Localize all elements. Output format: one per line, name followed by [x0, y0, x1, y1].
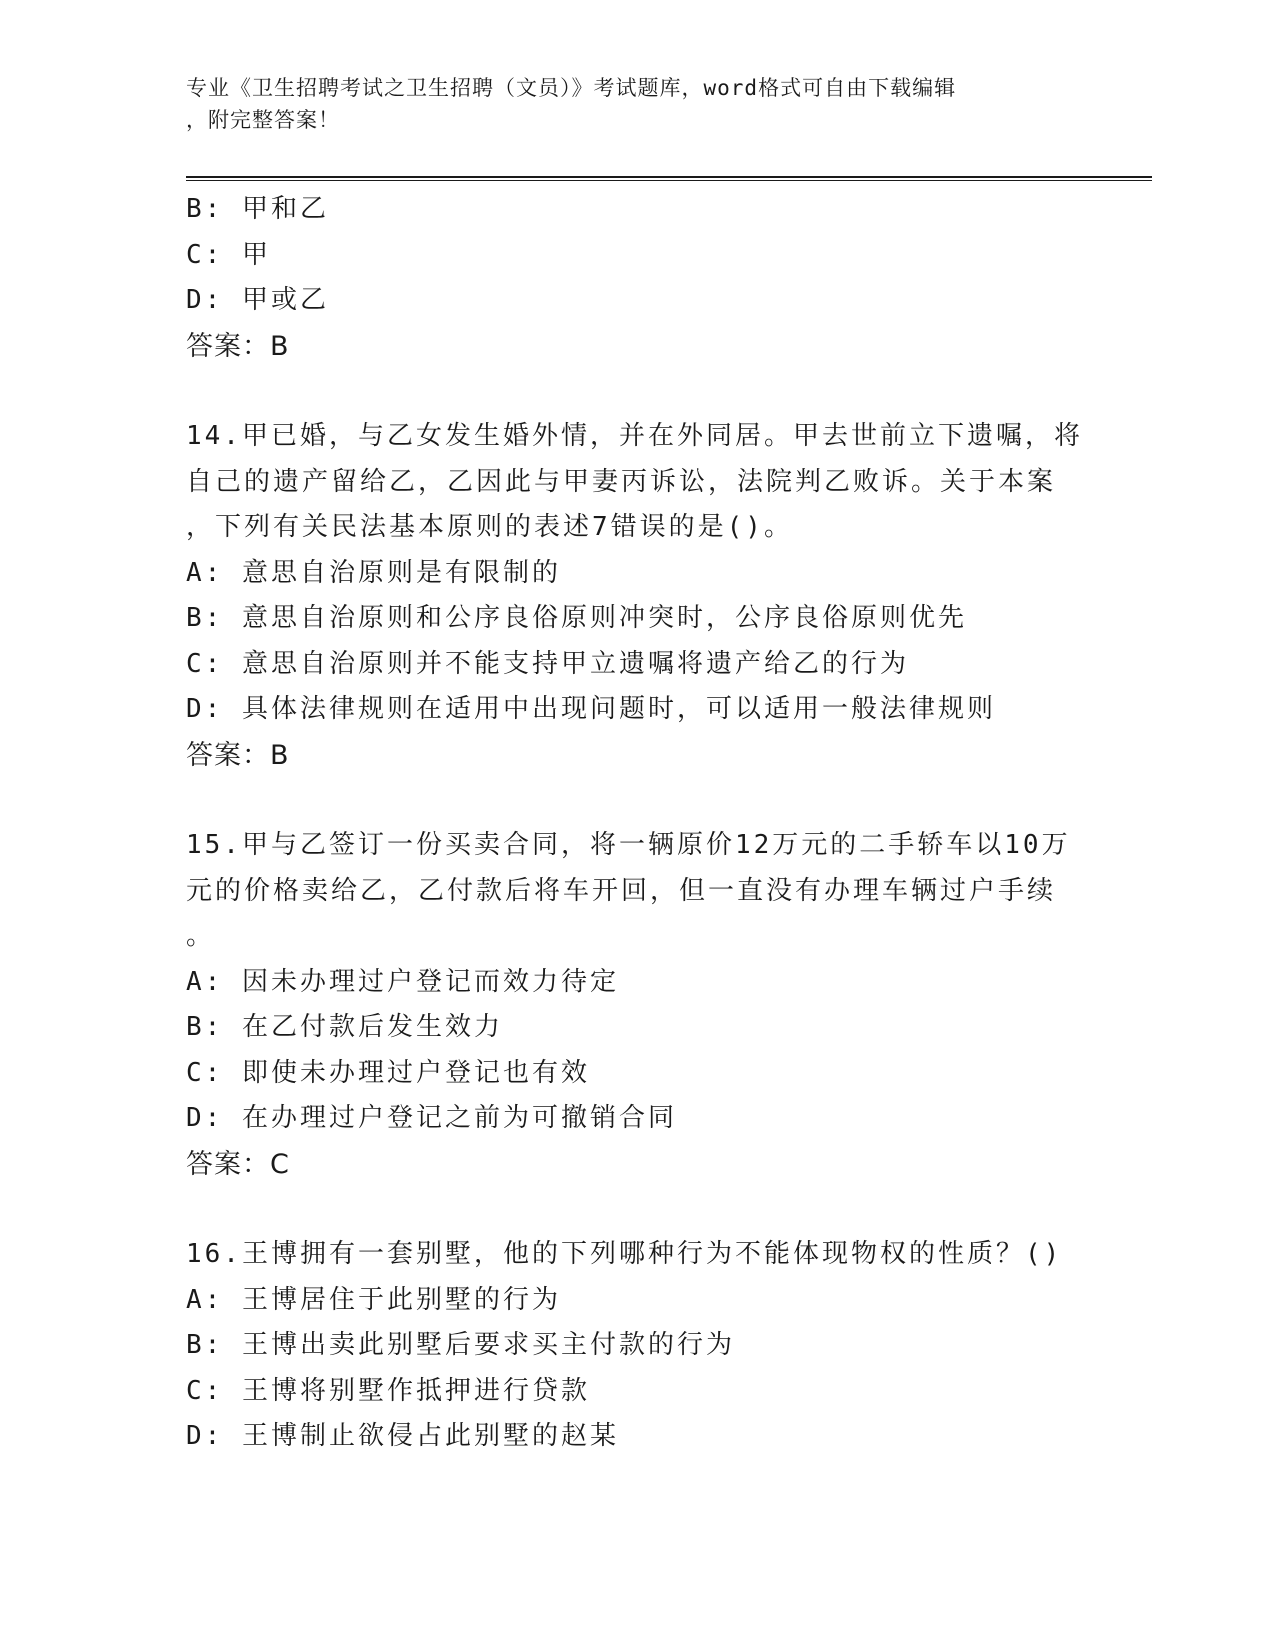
answer: 答案：B: [186, 330, 290, 362]
document-header: [186, 72, 1066, 136]
question-stem-line: 。: [186, 921, 216, 951]
option-d: D: 甲或乙: [186, 285, 329, 315]
question-stem-line: 元的价格卖给乙，乙付款后将车开回，但一直没有办理车辆过户手续: [186, 875, 1057, 906]
option-b: B: 在乙付款后发生效力: [186, 1012, 503, 1042]
question-14: [186, 414, 1086, 778]
question-16: [186, 1232, 1086, 1460]
header-line-1: 专业《卫生招聘考试之卫生招聘（文员）》考试题库，word格式可自由下载编辑: [186, 76, 957, 100]
header-divider: [186, 176, 1152, 181]
option-a: A: 王博居住于此别墅的行为: [186, 1284, 561, 1315]
answer: 答案：B: [186, 739, 290, 771]
question-list: [186, 187, 1086, 1460]
question-stem-line: ，下列有关民法基本原则的表述7错误的是()。: [186, 512, 793, 542]
option-b: B: 意思自治原则和公序良俗原则冲突时，公序良俗原则优先: [186, 603, 967, 633]
option-d: D: 在办理过户登记之前为可撤销合同: [186, 1103, 677, 1133]
option-c: C: 即使未办理过户登记也有效: [186, 1057, 590, 1088]
question-spacer: [186, 778, 1086, 823]
option-d: D: 王博制止欲侵占此别墅的赵某: [186, 1421, 619, 1451]
option-a: A: 因未办理过户登记而效力待定: [186, 966, 619, 997]
question-stem-line: 14.甲已婚，与乙女发生婚外情，并在外同居。甲去世前立下遗嘱，将: [186, 421, 1083, 451]
question-stem-line: 15.甲与乙签订一份买卖合同，将一辆原价12万元的二手轿车以10万: [186, 830, 1071, 860]
question-stem-line: 自己的遗产留给乙，乙因此与甲妻丙诉讼，法院判乙败诉。关于本案: [186, 466, 1057, 497]
question-stem-line: 16.王博拥有一套别墅，他的下列哪种行为不能体现物权的性质？(): [186, 1239, 1063, 1269]
answer: 答案：C: [186, 1148, 290, 1180]
option-b: B: 甲和乙: [186, 194, 329, 224]
option-b: B: 王博出卖此别墅后要求买主付款的行为: [186, 1330, 735, 1360]
option-c: C: 甲: [186, 239, 271, 270]
question-spacer: [186, 369, 1086, 414]
option-c: C: 意思自治原则并不能支持甲立遗嘱将遗产给乙的行为: [186, 648, 909, 679]
question-13-continued: [186, 187, 1086, 369]
option-a: A: 意思自治原则是有限制的: [186, 557, 561, 588]
option-c: C: 王博将别墅作抵押进行贷款: [186, 1375, 590, 1406]
question-15: [186, 823, 1086, 1187]
header-line-2: ，附完整答案！: [186, 108, 340, 132]
question-spacer: [186, 1187, 1086, 1232]
option-d: D: 具体法律规则在适用中出现问题时，可以适用一般法律规则: [186, 694, 996, 724]
